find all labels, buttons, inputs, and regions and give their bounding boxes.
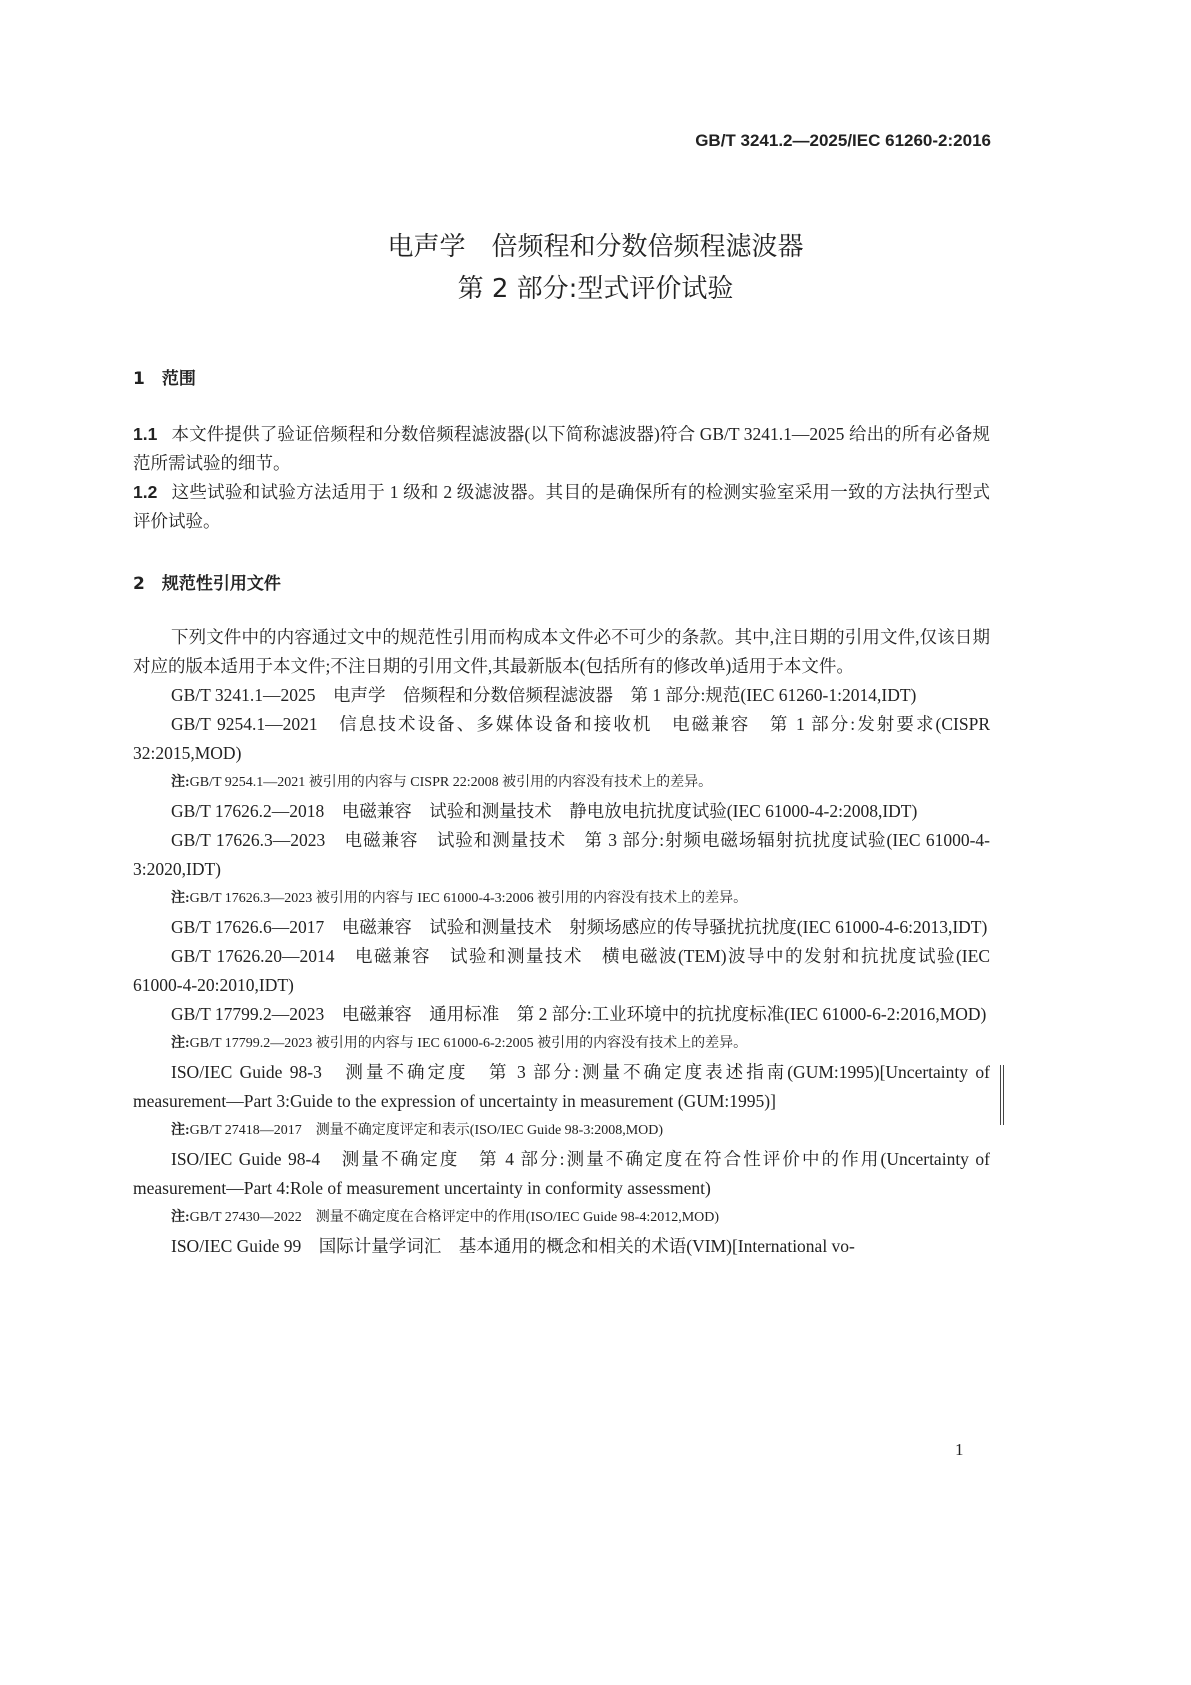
normative-reference: ISO/IEC Guide 99 国际计量学词汇 基本通用的概念和相关的术语(VIM)[International vo-: [171, 1236, 855, 1256]
clause-1-2: [133, 478, 990, 536]
section-1-body: [133, 420, 990, 536]
note-text: GB/T 27418—2017 测量不确定度评定和表示(ISO/IEC Guide 98-3:2008,MOD): [189, 1123, 664, 1138]
normative-reference: GB/T 17799.2—2023 电磁兼容 通用标准 第 2 部分:工业环境中的抗扰度标准(IEC 61000-6-2:2016,MOD): [171, 1004, 987, 1024]
intro-paragraph: 下列文件中的内容通过文中的规范性引用而构成本文件必不可少的条款。其中,注日期的引用文件,仅该日期对应的版本适用于本文件;不注日期的引用文件,其最新版本(包括所有的修改单)适用于本文件。: [133, 627, 990, 676]
normative-reference: GB/T 9254.1—2021 信息技术设备、多媒体设备和接收机 电磁兼容 第 1 部分:发射要求(CISPR 32:2015,MOD): [133, 714, 990, 763]
normative-reference: GB/T 3241.1—2025 电声学 倍频程和分数倍频程滤波器 第 1 部分:规范(IEC 61260-1:2014,IDT): [171, 685, 917, 705]
standard-number-header: GB/T 3241.2—2025/IEC 61260-2:2016: [695, 131, 991, 150]
note-label: 注:: [171, 1036, 190, 1051]
normative-reference: GB/T 17626.2—2018 电磁兼容 试验和测量技术 静电放电抗扰度试验(IEC 61000-4-2:2008,IDT): [171, 801, 918, 821]
normative-reference: GB/T 17626.3—2023 电磁兼容 试验和测量技术 第 3 部分:射频电磁场辐射抗扰度试验(IEC 61000-4-3:2020,IDT): [133, 830, 990, 879]
reference-note: [133, 1029, 990, 1058]
note-text: GB/T 27430—2022 测量不确定度在合格评定中的作用(ISO/IEC Guide 98-4:2012,MOD): [189, 1210, 720, 1225]
clause-number: 1.2: [133, 482, 158, 502]
note-text: GB/T 9254.1—2021 被引用的内容与 CISPR 22:2008 被引用的内容没有技术上的差异。: [189, 775, 713, 790]
normative-reference: ISO/IEC Guide 98-4 测量不确定度 第 4 部分:测量不确定度在符合性评价中的作用(Uncertainty of measurement—Part 4:Role of measurement uncertainty in conformity assessment): [133, 1149, 990, 1198]
section-2-heading: 2 规范性引用文件: [133, 574, 281, 594]
reference-note: [133, 1203, 990, 1232]
normative-reference: GB/T 17626.6—2017 电磁兼容 试验和测量技术 射频场感应的传导骚扰抗扰度(IEC 61000-4-6:2013,IDT): [171, 917, 988, 937]
note-label: 注:: [171, 775, 190, 790]
page-number: 1: [955, 1440, 964, 1459]
reference-note: [133, 768, 990, 797]
clause-text: 这些试验和试验方法适用于 1 级和 2 级滤波器。其目的是确保所有的检测实验室采用一致的方法执行型式评价试验。: [133, 482, 990, 531]
note-label: 注:: [171, 891, 190, 906]
document-title: [0, 226, 1191, 310]
section-1-heading: 1 范围: [133, 369, 196, 389]
note-label: 注:: [171, 1210, 190, 1225]
reference-note: [133, 884, 990, 913]
clause-number: 1.1: [133, 424, 158, 444]
normative-reference: ISO/IEC Guide 98-3 测量不确定度 第 3 部分:测量不确定度表述指南(GUM:1995)[Uncertainty of measurement—Part 3:Guide to the expression of uncertainty in measurement (GUM:1995)]: [133, 1062, 990, 1111]
clause-1-1: [133, 420, 990, 478]
title-line-1: 电声学 倍频程和分数倍频程滤波器: [387, 232, 804, 262]
note-label: 注:: [171, 1123, 190, 1138]
note-text: GB/T 17799.2—2023 被引用的内容与 IEC 61000-6-2:2005 被引用的内容没有技术上的差异。: [189, 1036, 748, 1051]
title-line-2: 第 2 部分:型式评价试验: [457, 274, 734, 304]
revision-marker: [1000, 1065, 1004, 1125]
note-text: GB/T 17626.3—2023 被引用的内容与 IEC 61000-4-3:2006 被引用的内容没有技术上的差异。: [189, 891, 748, 906]
clause-text: 本文件提供了验证倍频程和分数倍频程滤波器(以下简称滤波器)符合 GB/T 3241.1—2025 给出的所有必备规范所需试验的细节。: [133, 424, 990, 473]
normative-reference: GB/T 17626.20—2014 电磁兼容 试验和测量技术 横电磁波(TEM)波导中的发射和抗扰度试验(IEC 61000-4-20:2010,IDT): [133, 946, 990, 995]
section-2-body: [133, 623, 990, 1261]
reference-note: [133, 1116, 990, 1145]
